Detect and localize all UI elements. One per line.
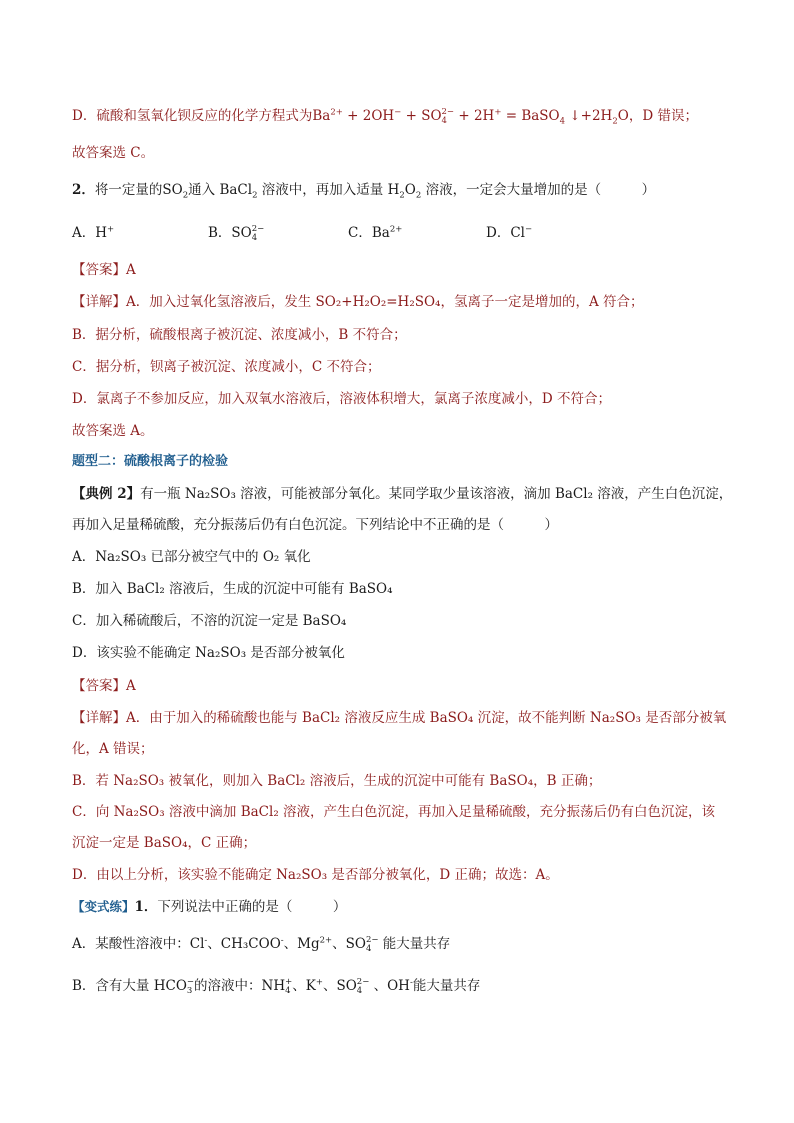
option-text: A．某酸性溶液中：Cl [72, 936, 205, 952]
option-d-charge: − [524, 224, 533, 235]
option-b-text: B．SO [208, 225, 252, 241]
eq-h: + 2H [454, 108, 495, 124]
cl-charge: - [204, 935, 208, 946]
option-b-sub: 4 [251, 232, 258, 243]
example-option-c[interactable]: C．加入稀硫酸后，不溶的沉淀一定是 BaSO₄ [72, 613, 347, 629]
example-detail-2: B．若 Na₂SO₃ 被氧化，则加入 BaCl₂ 溶液后，生成的沉淀中可能有 BaSO₄，B 正确； [72, 773, 602, 789]
option-a-charge: + [107, 224, 115, 235]
question-2-stem [72, 180, 655, 200]
prev-option-d [72, 106, 698, 126]
so4-charge: 2− [356, 976, 370, 987]
example-text: 有一瓶 Na₂SO₃ 溶液，可能被部分氧化。某同学取少量该溶液，滴加 BaCl₂ 溶液，产生白色沉淀， [140, 486, 733, 502]
example-option-b[interactable]: B．加入 BaCl₂ 溶液后，生成的沉淀中可能有 BaSO₄ [72, 581, 393, 597]
k-charge: + [315, 977, 323, 988]
eq-oh: + 2OH [342, 108, 395, 124]
option-text: 、CH₃COO [207, 936, 281, 952]
variant-stem [72, 897, 346, 917]
h2o2-sub: 2 [399, 190, 405, 201]
eq-arrow: ↓+2H [565, 108, 613, 124]
eq-o: O [617, 108, 629, 124]
stem-part: O [404, 182, 416, 198]
question-2-answer: 【答案】A [72, 262, 136, 278]
mg-charge: 2+ [319, 935, 333, 946]
example-detail-1b: 化，A 错误； [72, 741, 154, 757]
so4-charge: 2− [365, 934, 379, 945]
option-c-text: C．Ba [348, 225, 390, 241]
hco3-sub: 3 [186, 985, 193, 996]
option-d-text: D．Cl [486, 225, 525, 241]
eq-oh-charge: − [394, 107, 402, 118]
option-b[interactable] [208, 223, 348, 243]
detail-text: A．加入过氧化氢溶液后，发生 SO₂+H₂O₂=H₂SO₄，氢离子一定是增加的，A 符合； [126, 294, 644, 310]
question-number: 2． [72, 182, 95, 198]
option-text: 、SO [322, 978, 357, 994]
nh4-charge: + [285, 976, 293, 987]
nh4-sub: 4 [285, 985, 291, 996]
variant-option-a[interactable] [72, 934, 450, 954]
example-option-d[interactable]: D．该实验不能确定 Na₂SO₃ 是否部分被氧化 [72, 645, 345, 661]
variant-label: 【变式练】 [72, 899, 135, 914]
eq-h2o-sub: 2 [612, 116, 618, 127]
stem-part: 通入 BaCl [188, 182, 253, 198]
eq-baso4: = BaSO [501, 108, 560, 124]
question-2-conclusion: 故答案选 A。 [72, 423, 154, 439]
so4-sub: 4 [356, 985, 363, 996]
option-b-charge: 2− [251, 223, 265, 234]
detail-label: 【详解】 [72, 710, 126, 726]
so4-sub: 4 [365, 943, 372, 954]
option-text: B．含有大量 HCO [72, 978, 187, 994]
option-text: 的溶液中：NH [194, 978, 286, 994]
acetate-charge: - [280, 935, 284, 946]
option-text: 能大量共存 [412, 978, 481, 994]
option-c-charge: 2+ [389, 224, 403, 235]
option-text: 、OH [369, 978, 410, 994]
eq-h-charge: + [494, 107, 502, 118]
section1-conclusion: 故答案选 C。 [72, 145, 155, 161]
detail-label: 【详解】 [72, 294, 126, 310]
example-2-line-2: 再加入足量稀硫酸，充分振荡后仍有白色沉淀。下列结论中不正确的是（ ） [72, 517, 558, 533]
example-option-a[interactable]: A．Na₂SO₃ 已部分被空气中的 O₂ 氧化 [72, 549, 311, 565]
section-heading: 题型二：硫酸根离子的检验 [72, 454, 229, 469]
example-detail-4: D．由以上分析，该实验不能确定 Na₂SO₃ 是否部分被氧化，D 正确；故选：A。 [72, 867, 559, 883]
stem-part: 将一定量的SO [94, 182, 183, 198]
example-answer: 【答案】A [72, 678, 136, 694]
variant-stem-text: 下列说法中正确的是（ ） [157, 899, 347, 915]
eq-ba: Ba [312, 108, 331, 124]
option-d-suffix: ，D 错误； [628, 108, 698, 124]
eq-so4: + SO [401, 108, 442, 124]
stem-part: 溶液，一定会大量增加的是（ ） [421, 182, 656, 198]
example-detail-3b: 沉淀一定是 BaSO₄，C 正确； [72, 835, 257, 851]
stem-part: 溶液中，再加入适量 H [257, 182, 400, 198]
option-d-text: D．硫酸和氢氧化钡反应的化学方程式为 [72, 108, 313, 124]
eq-so4-sub: 4 [441, 115, 447, 126]
option-text: 、SO [332, 936, 366, 952]
so2-sub: 2 [182, 190, 189, 201]
eq-so4-charge: 2− [441, 106, 455, 117]
example-detail-3a: C．向 Na₂SO₃ 溶液中滴加 BaCl₂ 溶液，产生白色沉淀，再加入足量稀硫酸，充分振荡后仍有白色沉淀，该 [72, 804, 716, 820]
eq-ba-charge: 2+ [330, 107, 343, 118]
variant-option-b[interactable] [72, 976, 480, 996]
question-2-detail-3: C．据分析，钡离子被沉淀、浓度减小，C 不符合； [72, 359, 381, 375]
option-a[interactable] [72, 223, 208, 243]
option-text: 、Mg [283, 936, 320, 952]
eq-baso4-sub: 4 [559, 116, 566, 127]
variant-number: 1． [134, 899, 158, 915]
detail-text: A．由于加入的稀硫酸也能与 BaCl₂ 溶液反应生成 BaSO₄ 沉淀，故不能判断 Na₂SO₃ 是否部分被氧 [126, 710, 727, 726]
question-2-detail-4: D．氯离子不参加反应，加入双氧水溶液后，溶液体积增大，氯离子浓度减小，D 不符合； [72, 391, 611, 407]
bacl2-sub: 2 [252, 190, 258, 201]
option-text: 、K [292, 978, 316, 994]
h2o2-sub: 2 [415, 190, 422, 201]
question-2-detail-2: B．据分析，硫酸根离子被沉淀、浓度减小，B 不符合； [72, 327, 407, 343]
example-detail-1a [72, 708, 726, 728]
oh-charge: - [409, 977, 413, 988]
question-2-options [72, 223, 532, 243]
option-c[interactable] [348, 223, 486, 243]
example-2-line-1 [72, 484, 732, 504]
question-2-detail-1 [72, 292, 644, 312]
option-text: 能大量共存 [378, 936, 451, 952]
example-label: 【典例 2】 [72, 486, 141, 502]
hco3-charge: − [186, 976, 195, 987]
option-d[interactable] [486, 223, 532, 243]
option-a-text: A．H [72, 225, 108, 241]
